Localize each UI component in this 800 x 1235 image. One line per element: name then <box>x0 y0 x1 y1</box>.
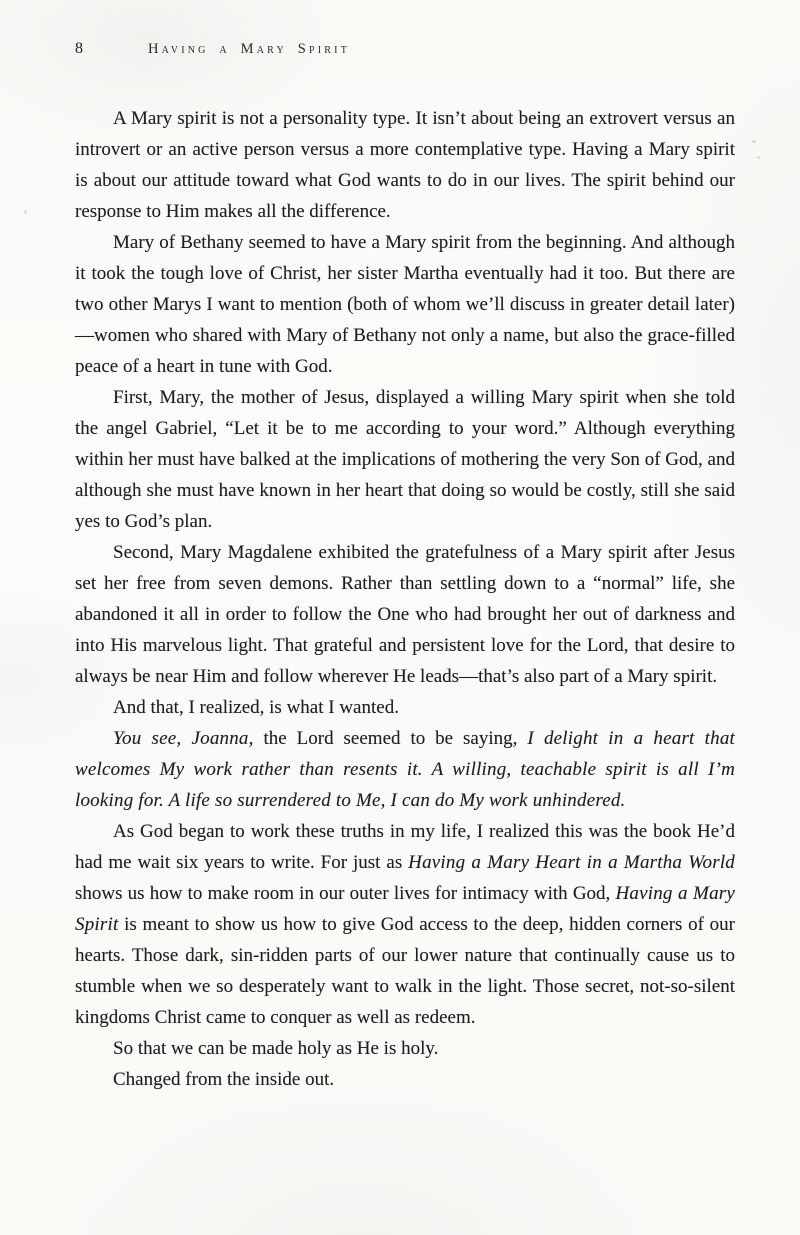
paragraph: Changed from the inside out. <box>113 1069 335 1090</box>
paragraph: First, Mary, the mother of Jesus, displayed a willing Mary spirit when she told the angel Gabriel, “Let it be to me according to your word.” Although everything within her must have balked at the implications of mothering the very Son of God, and although she must have known in her heart that doing so would be costly, still she said yes to God’s plan. <box>75 387 735 532</box>
body-text <box>75 103 735 1095</box>
paragraph: Mary of Bethany seemed to have a Mary spirit from the beginning. And although it took the tough love of Christ, her sister Martha eventually had it too. But there are two other Marys I want to mention (both of whom we’ll discuss in greater detail later)—women who shared with Mary of Bethany not only a name, but also the grace-filled peace of a heart in tune with God. <box>75 232 735 377</box>
scan-speck <box>24 210 27 214</box>
scan-speck <box>752 140 756 143</box>
paragraph: You see, Joanna, the Lord seemed to be saying, I delight in a heart that welcomes My work rather than resents it. A willing, teachable spirit is all I’m looking for. A life so surrendered to Me, I can do My work unhindered. <box>75 728 736 811</box>
paragraph: Second, Mary Magdalene exhibited the gratefulness of a Mary spirit after Jesus set her free from seven demons. Rather than settling down to a “normal” life, she abandoned it all in order to follow the One who had brought her out of darkness and into His marvelous light. That grateful and persistent love for the Lord, that desire to always be near Him and follow wherever He leads—that’s also part of a Mary spirit. <box>75 542 735 687</box>
paragraph: A Mary spirit is not a personality type. It isn’t about being an extrovert versus an introvert or an active person versus a more contemplative type. Having a Mary spirit is about our attitude toward what God wants to do in our lives. The spirit behind our response to Him makes all the difference. <box>75 108 735 222</box>
page-number: 8 <box>75 40 84 57</box>
running-head <box>75 40 735 60</box>
running-header-title: Having a Mary Spirit <box>148 41 351 57</box>
paragraph: As God began to work these truths in my life, I realized this was the book He’d had me wait six years to write. For just as Having a Mary Heart in a Martha World shows us how to make room in our outer lives for intimacy with God, Having a Mary Spirit is meant to show us how to give God access to the deep, hidden corners of our hearts. Those dark, sin-ridden parts of our lower nature that continually cause us to stumble when we so desperately want to walk in the light. Those secret, not-so-silent kingdoms Christ came to conquer as well as redeem. <box>75 821 736 1028</box>
paragraph: And that, I realized, is what I wanted. <box>113 697 399 718</box>
scan-speck <box>757 156 760 159</box>
paragraph: So that we can be made holy as He is holy. <box>113 1038 439 1059</box>
